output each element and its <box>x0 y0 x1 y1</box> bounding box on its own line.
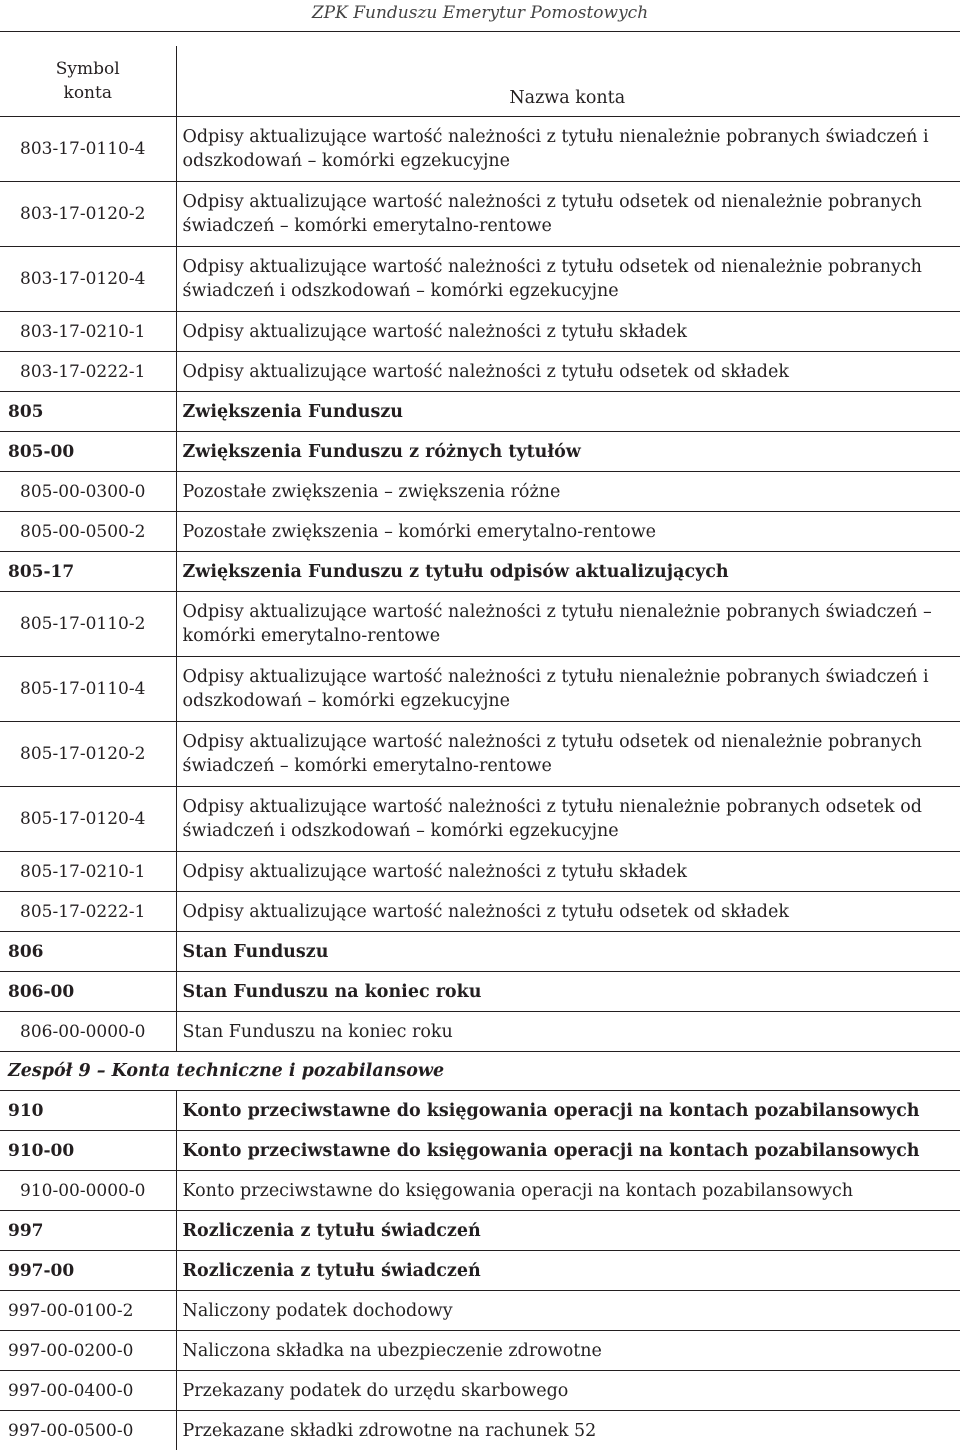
account-name-cell: Zwiększenia Funduszu <box>176 392 960 432</box>
account-name-cell: Stan Funduszu na koniec roku <box>176 972 960 1012</box>
account-symbol-cell: 806-00 <box>0 972 176 1012</box>
account-symbol-cell: 997-00-0200-0 <box>0 1331 176 1371</box>
account-name-cell: Odpisy aktualizujące wartość należności z tytułu nienależnie pobranych świadczeń i odszkodowań – komórki egzekucyjne <box>176 657 960 722</box>
section-heading-row <box>0 1052 960 1091</box>
table-row <box>0 182 960 247</box>
table-row <box>0 1171 960 1211</box>
account-symbol-cell: 803-17-0120-4 <box>0 247 176 312</box>
account-name-cell: Pozostałe zwiększenia – komórki emerytalno-rentowe <box>176 512 960 552</box>
table-row <box>0 1291 960 1331</box>
table-row <box>0 432 960 472</box>
table-row <box>0 972 960 1012</box>
account-symbol-cell: 805-00-0300-0 <box>0 472 176 512</box>
account-symbol-cell: 997-00-0100-2 <box>0 1291 176 1331</box>
account-symbol-cell: 805-17-0210-1 <box>0 852 176 892</box>
table-row <box>0 892 960 932</box>
account-symbol-cell: 997 <box>0 1211 176 1251</box>
table-row <box>0 472 960 512</box>
table-row <box>0 512 960 552</box>
account-symbol-cell: 997-00 <box>0 1251 176 1291</box>
account-symbol-cell: 806 <box>0 932 176 972</box>
table-row <box>0 117 960 182</box>
account-name-cell: Konto przeciwstawne do księgowania operacji na kontach pozabilansowych <box>176 1091 960 1131</box>
column-header-symbol <box>0 46 176 117</box>
account-symbol-cell: 805-17-0120-4 <box>0 787 176 852</box>
table-body <box>0 117 960 1451</box>
table-row <box>0 552 960 592</box>
section-heading: Zespół 9 – Konta techniczne i pozabilansowe <box>0 1052 960 1091</box>
account-name-cell: Odpisy aktualizujące wartość należności z tytułu odsetek od nienależnie pobranych świadczeń – komórki emerytalno-rentowe <box>176 722 960 787</box>
table-row <box>0 247 960 312</box>
account-symbol-cell: 803-17-0120-2 <box>0 182 176 247</box>
table-row <box>0 787 960 852</box>
table-row <box>0 1371 960 1411</box>
account-name-cell: Stan Funduszu na koniec roku <box>176 1012 960 1052</box>
account-symbol-cell: 805-17-0120-2 <box>0 722 176 787</box>
account-name-cell: Konto przeciwstawne do księgowania operacji na kontach pozabilansowych <box>176 1131 960 1171</box>
account-symbol-cell: 803-17-0210-1 <box>0 312 176 352</box>
account-symbol-cell: 805-17-0110-4 <box>0 657 176 722</box>
account-name-cell: Rozliczenia z tytułu świadczeń <box>176 1211 960 1251</box>
account-symbol-cell: 805-00-0500-2 <box>0 512 176 552</box>
column-header-name: Nazwa konta <box>176 46 960 117</box>
account-name-cell: Pozostałe zwiększenia – zwiększenia różne <box>176 472 960 512</box>
account-name-cell: Rozliczenia z tytułu świadczeń <box>176 1251 960 1291</box>
account-name-cell: Naliczony podatek dochodowy <box>176 1291 960 1331</box>
account-name-cell: Stan Funduszu <box>176 932 960 972</box>
account-name-cell: Przekazane składki zdrowotne na rachunek 52 <box>176 1411 960 1451</box>
table-row <box>0 1251 960 1291</box>
table-row <box>0 1411 960 1451</box>
account-symbol-cell: 805-17-0222-1 <box>0 892 176 932</box>
account-name-cell: Odpisy aktualizujące wartość należności z tytułu odsetek od nienależnie pobranych świadczeń – komórki emerytalno-rentowe <box>176 182 960 247</box>
accounts-table <box>0 46 960 1450</box>
account-symbol-cell: 997-00-0500-0 <box>0 1411 176 1451</box>
account-name-cell: Konto przeciwstawne do księgowania operacji na kontach pozabilansowych <box>176 1171 960 1211</box>
account-name-cell: Odpisy aktualizujące wartość należności z tytułu odsetek od nienależnie pobranych świadczeń i odszkodowań – komórki egzekucyjne <box>176 247 960 312</box>
account-symbol-cell: 803-17-0222-1 <box>0 352 176 392</box>
account-symbol-cell: 805-17 <box>0 552 176 592</box>
account-name-cell: Przekazany podatek do urzędu skarbowego <box>176 1371 960 1411</box>
table-row <box>0 852 960 892</box>
account-name-cell: Odpisy aktualizujące wartość należności z tytułu odsetek od składek <box>176 892 960 932</box>
column-header-symbol-line2: konta <box>63 83 112 103</box>
account-name-cell: Odpisy aktualizujące wartość należności z tytułu składek <box>176 312 960 352</box>
account-symbol-cell: 910 <box>0 1091 176 1131</box>
account-name-cell: Zwiększenia Funduszu z różnych tytułów <box>176 432 960 472</box>
table-row <box>0 392 960 432</box>
account-name-cell: Odpisy aktualizujące wartość należności z tytułu odsetek od składek <box>176 352 960 392</box>
table-row <box>0 932 960 972</box>
table-row <box>0 1331 960 1371</box>
account-symbol-cell: 910-00-0000-0 <box>0 1171 176 1211</box>
account-symbol-cell: 910-00 <box>0 1131 176 1171</box>
table-row <box>0 592 960 657</box>
account-name-cell: Zwiększenia Funduszu z tytułu odpisów aktualizujących <box>176 552 960 592</box>
table-row <box>0 1211 960 1251</box>
table-row <box>0 1091 960 1131</box>
account-symbol-cell: 806-00-0000-0 <box>0 1012 176 1052</box>
table-header-row <box>0 46 960 117</box>
account-symbol-cell: 803-17-0110-4 <box>0 117 176 182</box>
header-rule <box>0 31 960 32</box>
table-row <box>0 352 960 392</box>
account-symbol-cell: 805-00 <box>0 432 176 472</box>
account-name-cell: Naliczona składka na ubezpieczenie zdrowotne <box>176 1331 960 1371</box>
column-header-symbol-line1: Symbol <box>55 59 120 79</box>
account-name-cell: Odpisy aktualizujące wartość należności z tytułu nienależnie pobranych odsetek od świadczeń i odszkodowań – komórki egzekucyjne <box>176 787 960 852</box>
account-symbol-cell: 997-00-0400-0 <box>0 1371 176 1411</box>
table-row <box>0 1012 960 1052</box>
account-symbol-cell: 805 <box>0 392 176 432</box>
table-row <box>0 312 960 352</box>
account-name-cell: Odpisy aktualizujące wartość należności z tytułu składek <box>176 852 960 892</box>
table-row <box>0 657 960 722</box>
account-symbol-cell: 805-17-0110-2 <box>0 592 176 657</box>
table-row <box>0 1131 960 1171</box>
table-row <box>0 722 960 787</box>
running-header: ZPK Funduszu Emerytur Pomostowych <box>311 3 649 23</box>
account-name-cell: Odpisy aktualizujące wartość należności z tytułu nienależnie pobranych świadczeń i odszkodowań – komórki egzekucyjne <box>176 117 960 182</box>
account-name-cell: Odpisy aktualizujące wartość należności z tytułu nienależnie pobranych świadczeń – komórki emerytalno-rentowe <box>176 592 960 657</box>
